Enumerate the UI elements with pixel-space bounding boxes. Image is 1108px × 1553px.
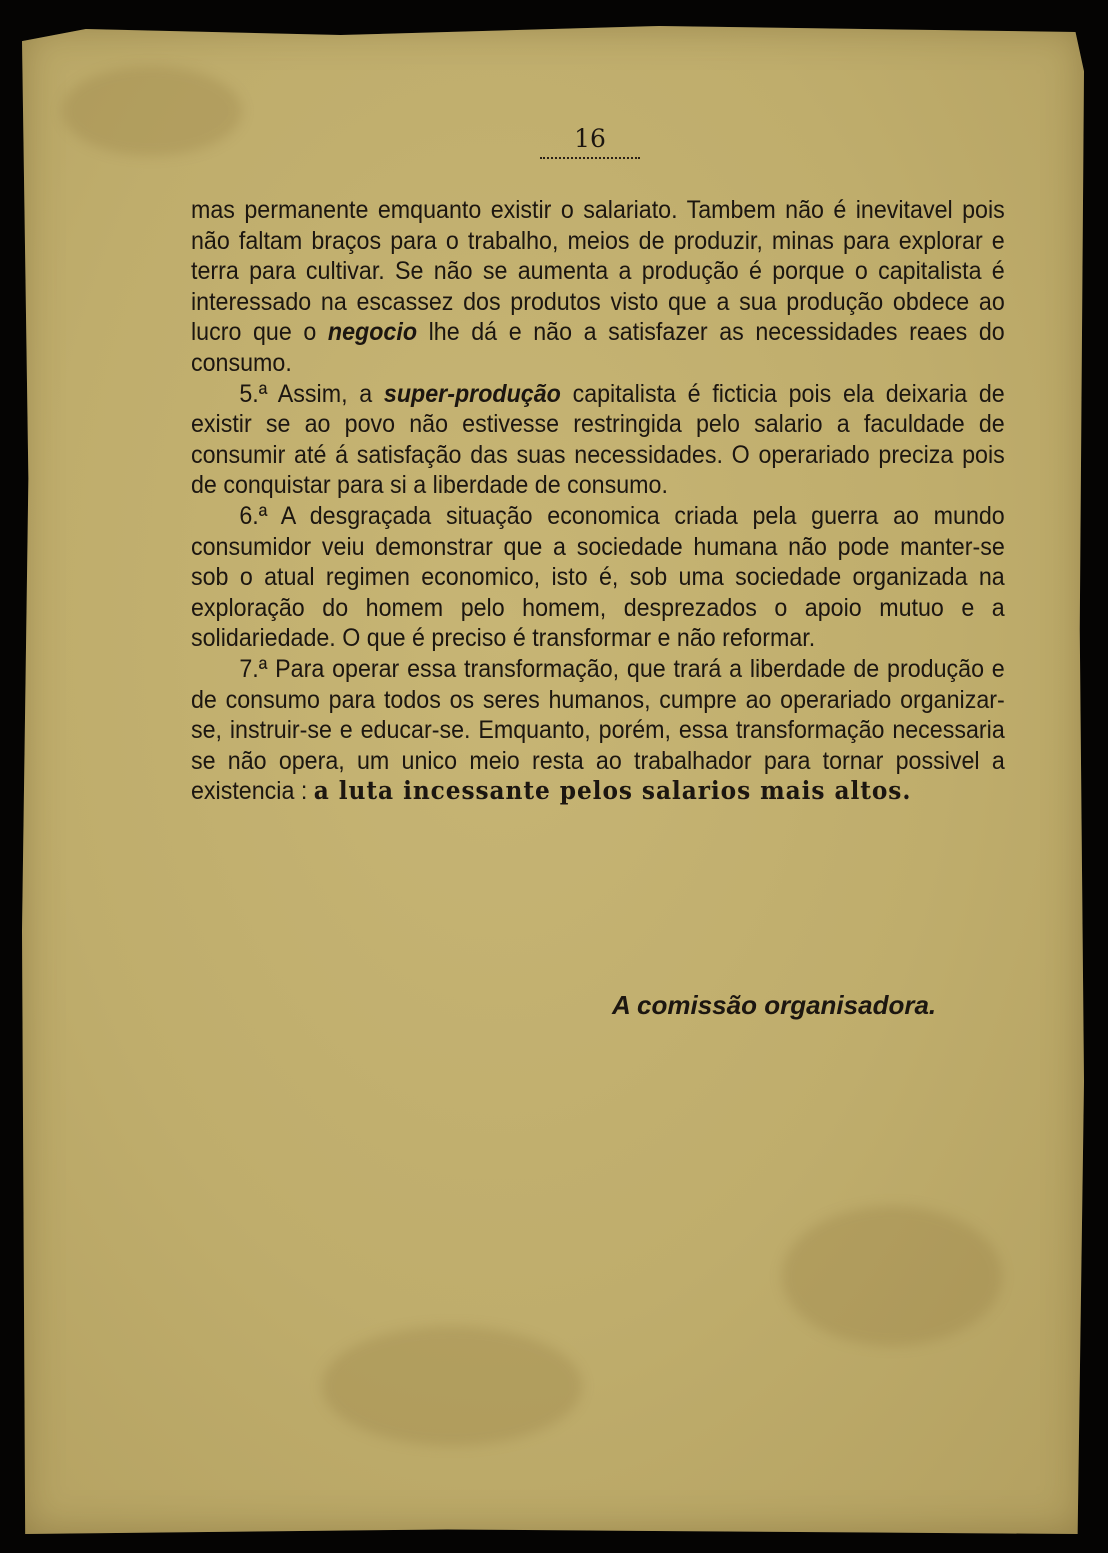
page-number: 16 [574, 124, 606, 153]
page-number-divider [540, 157, 640, 159]
paragraph-text: lhe dá e não a satisfazer as necessidades reaes do consumo. [191, 318, 1005, 377]
paragraph-text: 6.ª A desgraçada situação economica criada pela guerra ao mundo consumidor veiu demonstrar que a sociedade humana não pode manter-se sob o atual regimen economico, isto é, sob uma sociedade organizada na exploração do homem pelo homem, desprezados o apoio mutuo e a solidariedade. O que é preciso é transformar e não reformar. [191, 501, 1005, 653]
body-text [191, 195, 1005, 807]
paragraph-text: 5.ª Assim, a [239, 379, 373, 408]
paragraph-item-7 [191, 654, 1005, 807]
emphasized-word: super-produção [383, 379, 561, 408]
paragraph-item-5 [191, 379, 1005, 501]
signature: A comissão organisadora. [612, 990, 937, 1020]
paragraph-text: capitalista é ficticia pois ela deixaria de existir se ao povo não estivesse restringida pelo salario a faculdade de consumir até á satisfação das suas necessidades. O operariado preciza pois de conquistar para si a liberdade de consumo. [191, 379, 1005, 500]
emphasized-word: negocio [327, 318, 418, 347]
conclusion-emphasis: a luta incessante pelos salarios mais altos. [313, 776, 912, 806]
paragraph-item-6 [191, 501, 1005, 654]
paragraph [191, 195, 1005, 379]
paper-stain [782, 1206, 1002, 1346]
paper-stain [62, 66, 242, 156]
paragraph-text: mas permanente emquanto existir o salariato. Tambem não é inevitavel pois não faltam braços para o trabalho, meios de produzir, minas para explorar e terra para cultivar. Se não se aumenta a produção é porque o capitalista é interessado na escassez dos produtos visto que a sua produção obdece ao lucro que o [191, 196, 1005, 347]
paper-stain [322, 1326, 582, 1446]
paragraph-text: 7.ª Para operar essa transformação, que trará a liberdade de produção e de consumo para todos os seres humanos, cumpre ao operariado organizar-se, instruir-se e educar-se. Emquanto, porém, essa transformação necessaria se não opera, um unico meio resta ao trabalhador para tornar possivel a existencia : [191, 654, 1005, 806]
